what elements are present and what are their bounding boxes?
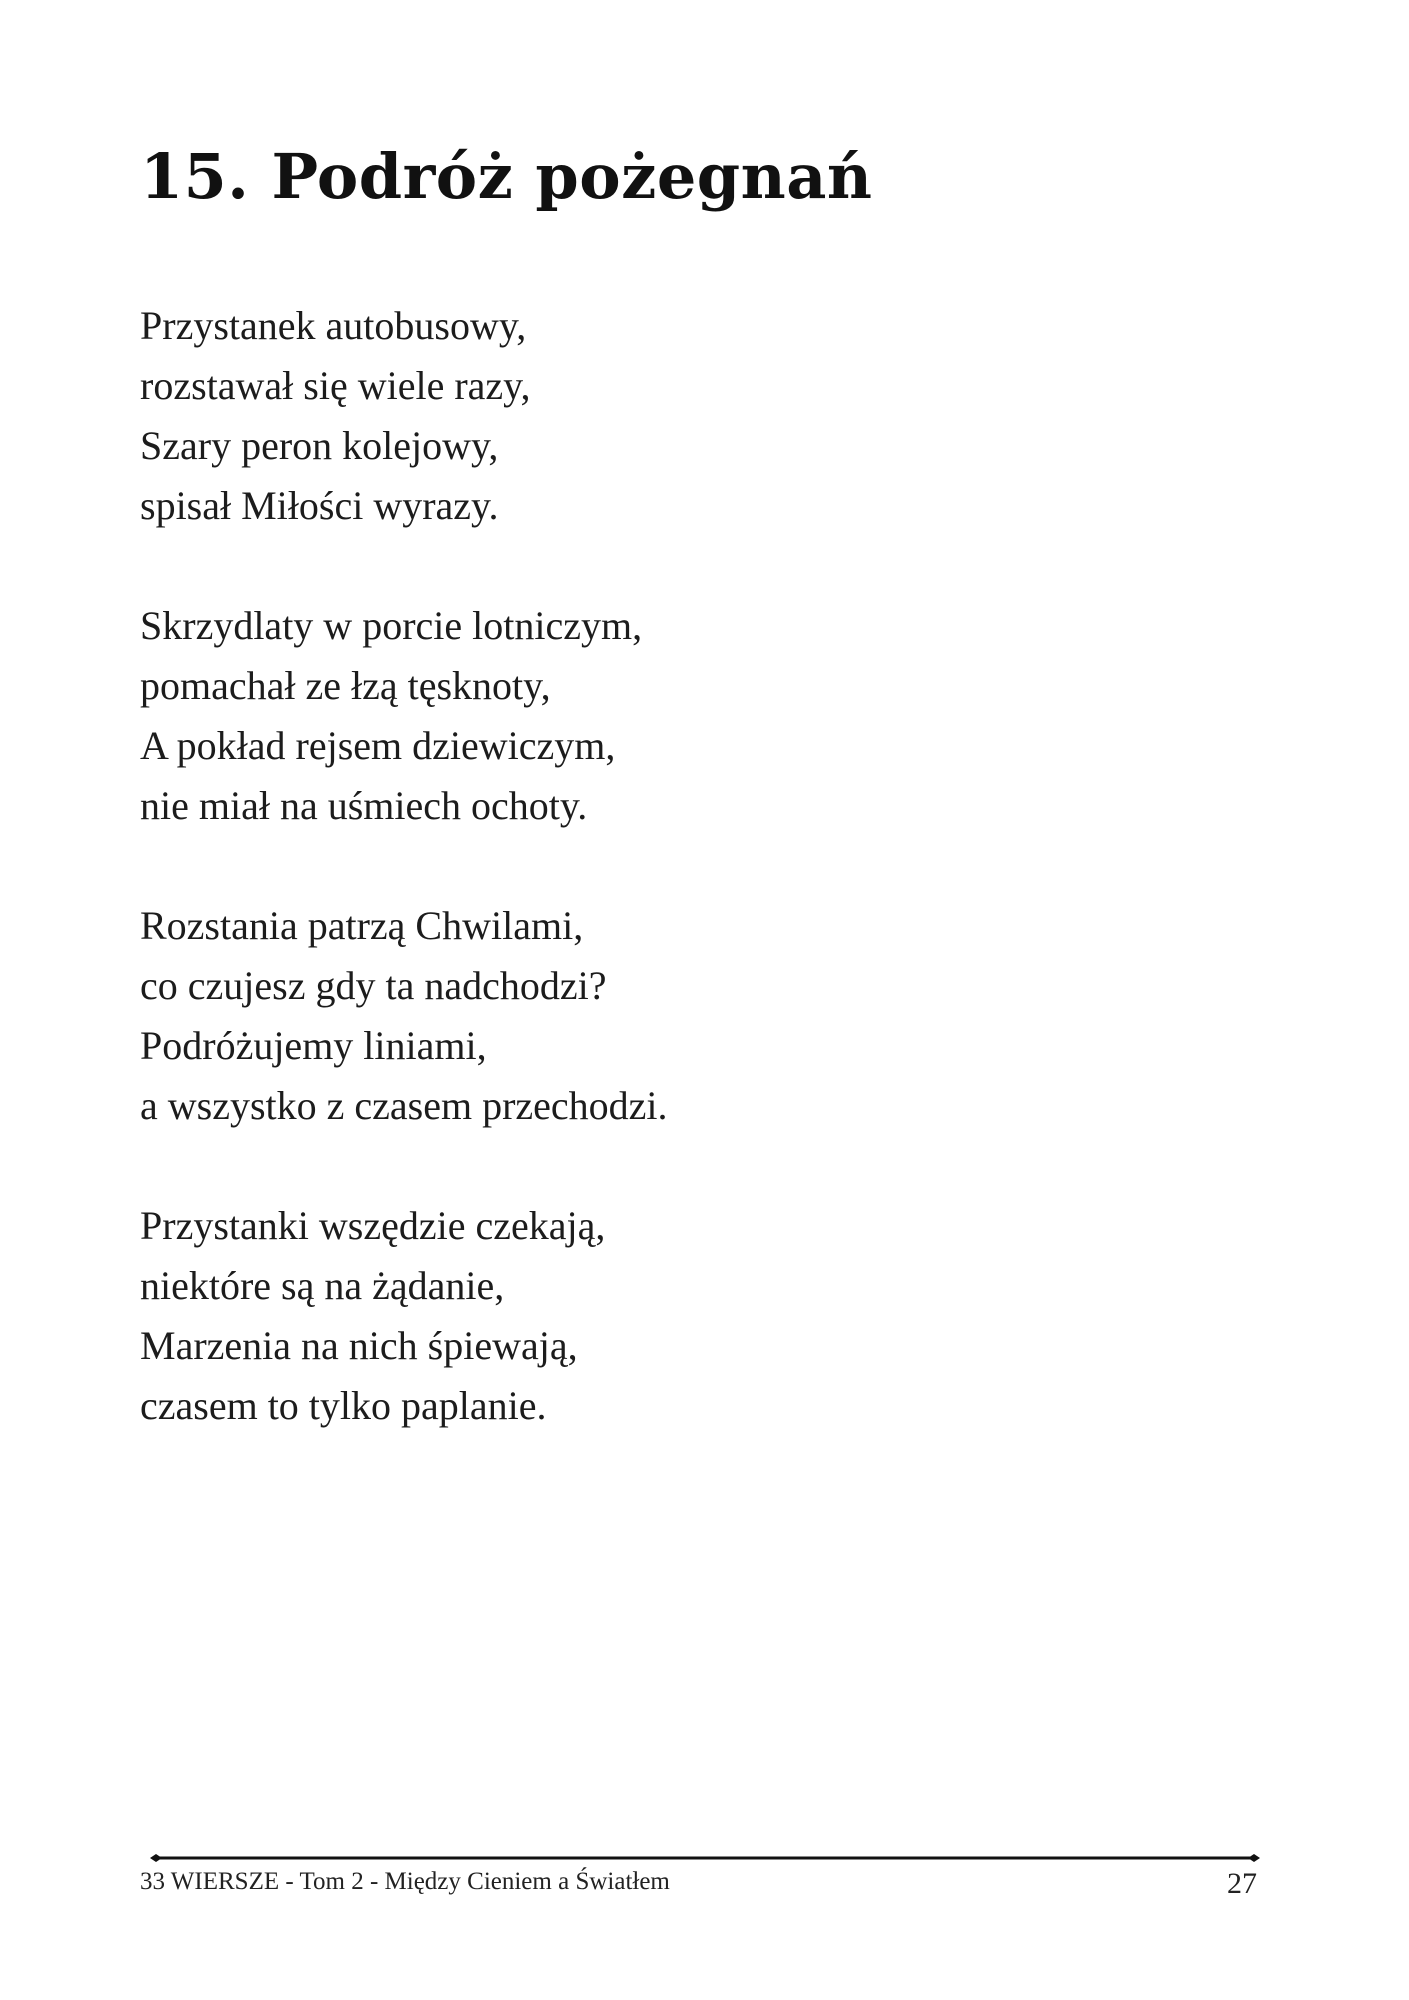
poem-line: Marzenia na nich śpiewają, (140, 1323, 578, 1368)
poem-line: nie miał na uśmiech ochoty. (140, 783, 588, 828)
poem-line: Przystanek autobusowy, (140, 303, 527, 348)
poem-line: a wszystko z czasem przechodzi. (140, 1083, 668, 1128)
poem-line: pomachał ze łzą tęsknoty, (140, 663, 551, 708)
poem-line: Podróżujemy liniami, (140, 1023, 487, 1068)
poem-title: 15. Podróż pożegnań (140, 140, 873, 213)
poem-body (140, 296, 1140, 1496)
poem-line: A pokład rejsem dziewiczym, (140, 723, 616, 768)
footer-divider-right-ornament (1248, 1854, 1260, 1862)
footer-divider (150, 1852, 1260, 1864)
stanza (140, 1196, 1140, 1436)
poem-line: rozstawał się wiele razy, (140, 363, 531, 408)
footer-divider-left-ornament (150, 1854, 162, 1862)
footer-page-number: 27 (1227, 1867, 1257, 1900)
footer-book-title: 33 WIERSZE - Tom 2 - Między Cieniem a Światłem (140, 1868, 670, 1895)
stanza (140, 896, 1140, 1136)
stanza (140, 596, 1140, 836)
poem-line: niektóre są na żądanie, (140, 1263, 505, 1308)
poem-line: czasem to tylko paplanie. (140, 1383, 547, 1428)
poem-line: co czujesz gdy ta nadchodzi? (140, 963, 607, 1008)
poem-line: Szary peron kolejowy, (140, 423, 499, 468)
poem-line: spisał Miłości wyrazy. (140, 483, 499, 528)
stanza (140, 296, 1140, 536)
poem-line: Skrzydlaty w porcie lotniczym, (140, 603, 643, 648)
poem-line: Przystanki wszędzie czekają, (140, 1203, 606, 1248)
poem-line: Rozstania patrzą Chwilami, (140, 903, 584, 948)
